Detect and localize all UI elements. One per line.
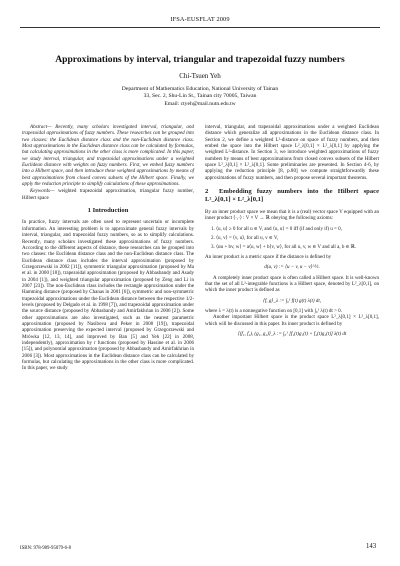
section-2-heading: [205, 188, 379, 204]
metric-paragraph: An inner product is a metric space if the distance is defined by: [205, 253, 332, 260]
product-space-paragraph: Another important Hilbert space is the product space L²_λ[0,1] × L²_λ[0,1], which will be discussed in this paper. Its inner product is defined by: [205, 314, 379, 327]
right-column: [205, 124, 379, 341]
weight-paragraph: where λ = λ(t) is a nonnegative function on [0,1] with ∫₀¹ λ(t) dt > 0.: [205, 307, 342, 314]
header-rule: [20, 27, 380, 28]
keywords: [22, 188, 194, 201]
paper-author: Chi-Tsuen Yeh: [179, 72, 221, 80]
section-2-intro: By an inner product space we mean that it is a (real) vector space V equipped with an inner product ⟨·,·⟩ : V × V → ℝ obeying the following axioms:: [205, 209, 379, 222]
distance-equation: d(u, v) := ⟨u − v, u − v⟩^½.: [264, 264, 320, 271]
affiliation-line-2: 33, Sec. 2, Shu-Lin St., Tainan city 70005, Taiwan: [143, 93, 257, 100]
product-inner-product-equation: ⟨(f₁, f₂), (g₁, g₂)⟩_λ := ∫₀¹ [f₁(t)g₁(t) + f₂(t)g₂(t)] λ(t) dt: [237, 330, 347, 337]
section-2-number: 2: [205, 188, 209, 196]
axiom-item: 3. ⟨αu + bv, w⟩ = a⟨u, w⟩ + b⟨v, w⟩, for all u, v, w ∈ V and all a, b ∈ ℝ.: [211, 244, 357, 251]
section-1-body: In practice, fuzzy intervals are often used to represent uncertain or incomplete information. An interesting problem is to approximate general fuzzy intervals by interval, triangular, and trapezoidal fuzzy numbers, so as to simplify calculations. Recently, many scholars investigated these approximations of fuzzy numbers. According to the different aspects of distance, these researches can be grouped into two classes: the Euclidean distance class and the non-Euclidean distance class. The Euclidean distance class includes the interval approximation (proposed by Grzegorzewski in 2002 [11]), symmetric triangular approximation (proposed by Ma et al. in 2000 [18]), trapezoidal approximation (proposed by Abbasbandy and Asady in 2004 [1]), and weighted triangular approximation (proposed by Zeng and Li in 2007 [23]). The non-Euclidean class includes the rectangle approximation under the Hamming distance (proposed by Chanas in 2001 [6]), symmetric and non-symmetric trapezoidal approximations under the Euclidean distance between the respective 1/2-levels (proposed by Delgado et al. in 1998 [7]), and trapezoidal approximation under the source distance (proposed by Abbasbandy and Amirfakhrian in 2006 [2]). Some other approximations are also investigated, such as the nearest parametric approximation (proposed by Nasibova and Peker in 2008 [19]), trapezoidal approximation preserving the expected interval (proposed by Grzegorzewski and Mrówka [12, 13, 14], and improved by Ban [5] and Yeh [22] in 2008, independently), approximation by r functions (proposed by Hassine et al. in 2006 [15]), and polynomial approximation (proposed by Abbasbandy and Amirfakhrian in 2006 [3]). Most approximations in the Euclidean distance class can be calculated by formulas, but calculating the approximations in the other class is more complicated. In this paper, we study: [22, 219, 194, 372]
author-affiliation: [20, 86, 380, 108]
section-2-title: Embedding fuzzy numbers into the Hilbert space L²_λ[0,1] × L²_λ[0,1]: [205, 188, 379, 204]
paper-title: Approximations by interval, triangular and trapezoidal fuzzy numbers: [55, 54, 345, 65]
keywords-text: weighted trapezoidal approximation, triangular fuzzy number, Hilbert space: [22, 188, 194, 201]
keywords-label: Keywords—: [30, 188, 55, 195]
hilbert-paragraph: A completely inner product space is often called a Hilbert space. It is well-known that the set of all L²-integrable functions is a Hilbert space, denoted by L²_λ[0,1], on which the inner product is defined as: [205, 274, 379, 294]
intro-continued: interval, triangular, and trapezoidal approximations under a weighted Euclidean distance which generalize all approximations in the Euclidean distance class. In Section 2, we define a weighted L²-distance on space of fuzzy numbers, and then embed the space into the Hilbert space L²_λ[0,1] × L²_λ[0,1] by applying the weighted L²-distance. In Section 3, we introduce weighted approximations of fuzzy numbers by means of best approximations from closed convex subsets of the Hilbert space L²_λ[0,1] × L²_λ[0,1]. Some preliminaries are presented. In Section 4-6, by applying the reduction principle [8, p.80] we compute straightforwardly these approximations of fuzzy numbers, and then propose several important theorems.: [205, 124, 379, 181]
left-column: [22, 124, 194, 372]
affiliation-email: Email: ctyeh@mail.nutn.edu.tw: [164, 100, 236, 107]
axiom-item: 2. ⟨u, v⟩ = ⟨v, u⟩, for all u, v ∈ V,: [211, 235, 279, 242]
page-number: 143: [366, 543, 377, 550]
affiliation-line-1: Department of Mathematics Education, National University of Tainan: [121, 86, 279, 92]
running-header: IFSA-EUSFLAT 2009: [170, 16, 230, 23]
axiom-list: [211, 226, 379, 251]
axiom-item: 1. ⟨u, u⟩ ≥ 0 for all u ∈ V, and ⟨u, u⟩ = 0 iff (if and only if) u = 0,: [211, 225, 342, 232]
abstract-label: Abstract—: [30, 124, 52, 130]
section-1-heading: 1 Introduction: [87, 207, 129, 215]
abstract: [22, 124, 194, 187]
isbn: ISBN: 978-989-95079-6-8: [20, 546, 72, 551]
inner-product-equation: ⟨f, g⟩_λ := ∫₀¹ f(t) g(t) λ(t) dt,: [263, 297, 321, 304]
abstract-text: Recently, many scholars investigated interval, triangular, and trapezoidal approximations of fuzzy numbers. These researches can be grouped into two classes: the Euclidean distance class and the non-Euclidean distance class. Most approximations in the Euclidean distance class can be calculated by formulas, but calculating approximations in the other class is more complicated. In this paper, we study interval, triangular, and trapezoidal approximations under a weighted Euclidean distance with weights on fuzzy numbers. First, we embed fuzzy numbers into a Hilbert space, and then introduce these weighted approximations by means of best approximations from closed convex subsets of the Hilbert space. Finally, we apply the reduction principle to simplify calculations of these approximations.: [22, 124, 194, 188]
